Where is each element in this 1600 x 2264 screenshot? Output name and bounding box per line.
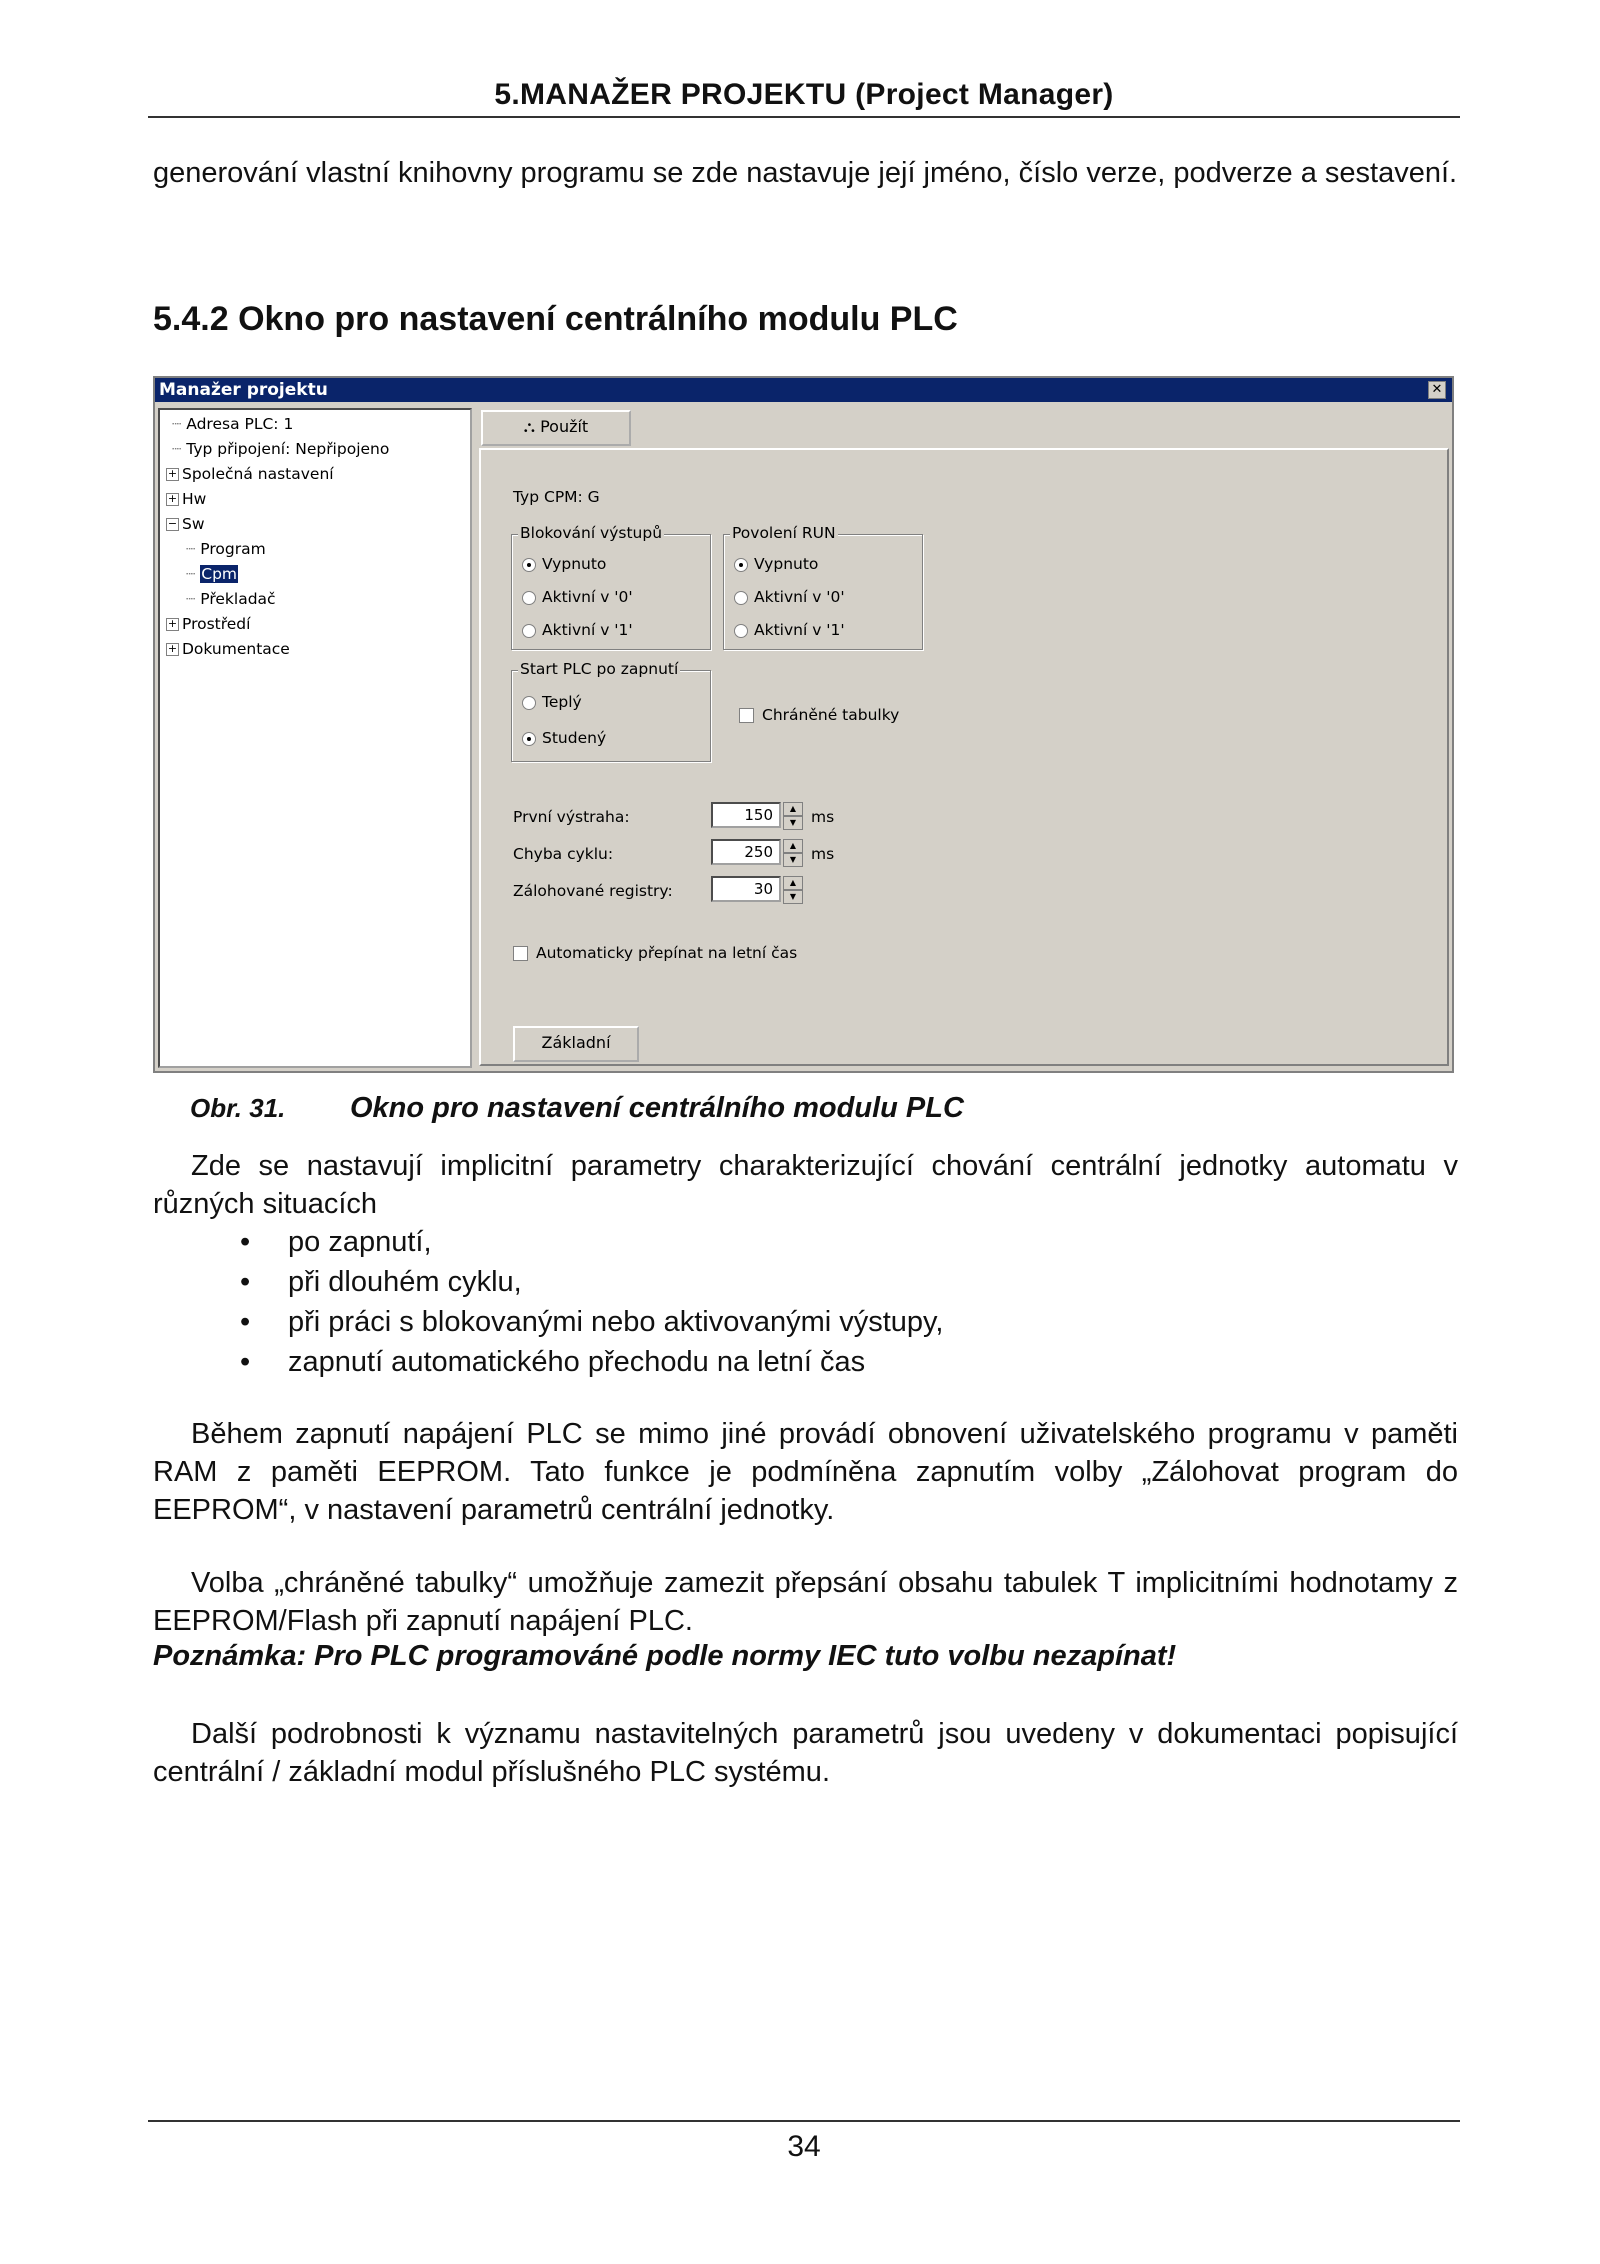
window-title: Manažer projektu [159, 380, 328, 400]
backup-registers-input[interactable]: 30 [711, 876, 781, 902]
tree-item-adresa[interactable]: ┈ Adresa PLC: 1 [172, 415, 294, 433]
intro-paragraph: generování vlastní knihovny programu se zde nastavuje její jméno, číslo verze, podverze a sestavení. [153, 157, 1458, 189]
expand-icon: + [167, 642, 178, 655]
outputs-active0-radio[interactable]: Aktivní v '0' [522, 588, 633, 606]
protected-tables-checkbox[interactable]: Chráněné tabulky [739, 706, 899, 724]
expand-icon: + [167, 467, 178, 480]
tree-item-prekladac[interactable]: ┈ Překladač [186, 590, 276, 608]
run-active0-radio[interactable]: Aktivní v '0' [734, 588, 845, 606]
bullet-list [240, 1222, 943, 1382]
paragraph-2: Během zapnutí napájení PLC se mimo jiné provádí obnovení uživatelského programu v paměti RAM z paměti EEPROM. Tato funkce je podmíněna zapnutím volby „Zálohovat program do EEPROM“, v nastavení parametrů centrální jednotky. [153, 1418, 1458, 1526]
tree-item-dokumentace[interactable]: + Dokumentace [167, 640, 290, 658]
first-warning-label: První výstraha: [513, 808, 630, 826]
page-header-title: 5.MANAŽER PROJEKTU (Project Manager) [494, 78, 1114, 111]
section-title: 5.4.2 Okno pro nastavení centrálního modulu PLC [153, 300, 958, 338]
project-tree [158, 408, 472, 1068]
page-number: 34 [787, 2130, 821, 2163]
cpm-type-label: Typ CPM: G [513, 488, 600, 506]
cycle-error-label: Chyba cyklu: [513, 845, 614, 863]
cycle-error-spinner[interactable]: ▲ ▼ [783, 839, 803, 865]
tree-item-sw[interactable]: − Sw [167, 515, 205, 533]
run-off-radio[interactable]: Vypnuto [734, 555, 818, 573]
tree-item-hw[interactable]: + Hw [167, 490, 207, 508]
cycle-error-unit: ms [811, 845, 835, 863]
apply-icon: ⛬ [523, 417, 541, 436]
tree-item-spolecna[interactable]: + Společná nastavení [167, 465, 334, 483]
project-manager-window [153, 376, 1454, 1073]
collapse-icon: − [167, 517, 178, 530]
tree-item-prostredi[interactable]: + Prostředí [167, 615, 251, 633]
outputs-active1-radio[interactable]: Aktivní v '1' [522, 621, 633, 639]
bullet-item: • při dlouhém cyklu, [240, 1266, 522, 1298]
footer-rule [148, 2120, 1460, 2122]
cycle-error-input[interactable]: 250 [711, 839, 781, 865]
first-warning-input[interactable]: 150 [711, 802, 781, 828]
note-text: Poznámka: Pro PLC programováné podle normy IEC tuto volbu nezapínat! [153, 1640, 1177, 1672]
paragraph-4: Další podrobnosti k významu nastavitelných parametrů jsou uvedeny v dokumentaci popisující centrální / základní modul příslušného PLC systému. [153, 1718, 1458, 1788]
paragraph-1: Zde se nastavují implicitní parametry charakterizující chování centrální jednotky automatu v různých situacích [153, 1150, 1458, 1220]
start-cold-radio[interactable]: Studený [522, 729, 606, 747]
expand-icon: + [167, 617, 178, 630]
header-rule [148, 116, 1460, 118]
bullet-item: • při práci s blokovanými nebo aktivovanými výstupy, [240, 1306, 944, 1338]
start-warm-radio[interactable]: Teplý [522, 693, 582, 711]
paragraph-3: Volba „chráněné tabulky“ umožňuje zamezit přepsání obsahu tabulek T implicitními hodnotamy z EEPROM/Flash při zapnutí napájení PLC. [153, 1567, 1458, 1637]
apply-button[interactable]: ⛬ Použít [481, 410, 631, 446]
outputs-off-radio[interactable]: Vypnuto [522, 555, 606, 573]
caption-text: Okno pro nastavení centrálního modulu PLC [350, 1092, 964, 1124]
backup-registers-label: Zálohované registry: [513, 882, 673, 900]
backup-registers-spinner[interactable]: ▲ ▼ [783, 876, 803, 902]
first-warning-unit: ms [811, 808, 835, 826]
summer-time-checkbox[interactable]: Automaticky přepínat na letní čas [513, 944, 797, 962]
window-titlebar [155, 378, 1452, 402]
settings-panel [479, 408, 1450, 1068]
tree-item-program[interactable]: ┈ Program [186, 540, 266, 558]
run-active1-radio[interactable]: Aktivní v '1' [734, 621, 845, 639]
outputs-group: Blokování výstupů Vypnuto Aktivní v '0' Aktivní v '1' [511, 534, 711, 650]
bullet-item: • zapnutí automatického přechodu na letní čas [240, 1346, 866, 1378]
tree-item-pripojeni[interactable]: ┈ Typ připojení: Nepřipojeno [172, 440, 390, 458]
caption-number: Obr. 31. [190, 1093, 286, 1123]
default-button[interactable]: Základní [513, 1026, 639, 1062]
close-icon[interactable]: ✕ [1428, 381, 1446, 399]
figure-caption [190, 1092, 964, 1125]
expand-icon: + [167, 492, 178, 505]
first-warning-spinner[interactable]: ▲ ▼ [783, 802, 803, 828]
bullet-item: • po zapnutí, [240, 1226, 432, 1258]
run-group: Povolení RUN Vypnuto Aktivní v '0' Aktivní v '1' [723, 534, 923, 650]
start-group: Start PLC po zapnutí Teplý Studený [511, 670, 711, 762]
tree-item-cpm[interactable]: ┈ Cpm [186, 565, 238, 583]
